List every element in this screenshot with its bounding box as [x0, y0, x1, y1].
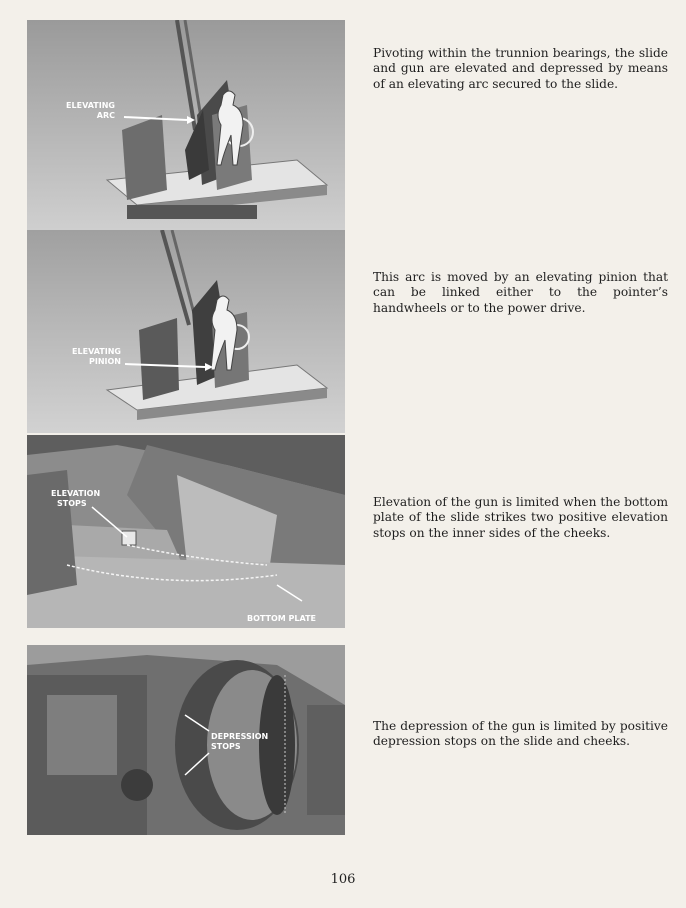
label-elevating-arc-line1: ELEVATING — [66, 101, 115, 110]
label-elevating-pinion-line2: PINION — [88, 357, 121, 366]
label-elevating-arc-line2: ARC — [96, 111, 115, 120]
label-elevating-pinion-line1: ELEVATING — [72, 347, 121, 356]
page-number: 106 — [330, 872, 356, 887]
photo-depression-stops — [27, 645, 345, 835]
label-elevation-stops-line2: STOPS — [57, 499, 87, 508]
label-bottom-plate: BOTTOM PLATE — [247, 614, 316, 623]
photo-elevation-stops — [27, 435, 345, 628]
label-depression-stops-line1: DEPRESSION — [211, 732, 269, 741]
label-depression-stops-line2: STOPS — [211, 742, 241, 751]
photo-elevating-arc — [27, 20, 345, 230]
label-elevation-stops-line1: ELEVATION — [51, 489, 101, 498]
caption-elevating-arc: Pivoting within the trunnion bearings, the slide and gun are elevated and depressed by means of an elevating arc secured to the slide. — [373, 46, 668, 91]
caption-elevating-pinion: This arc is moved by an elevating pinion that can be linked either to the pointer’s handwheels or to the power drive. — [373, 270, 668, 315]
photo-elevating-pinion — [27, 230, 345, 433]
caption-depression-stops: The depression of the gun is limited by positive depression stops on the slide and cheeks. — [373, 719, 668, 749]
caption-elevation-stops: Elevation of the gun is limited when the bottom plate of the slide strikes two positive elevation stops on the inner sides of the cheeks. — [373, 495, 668, 540]
